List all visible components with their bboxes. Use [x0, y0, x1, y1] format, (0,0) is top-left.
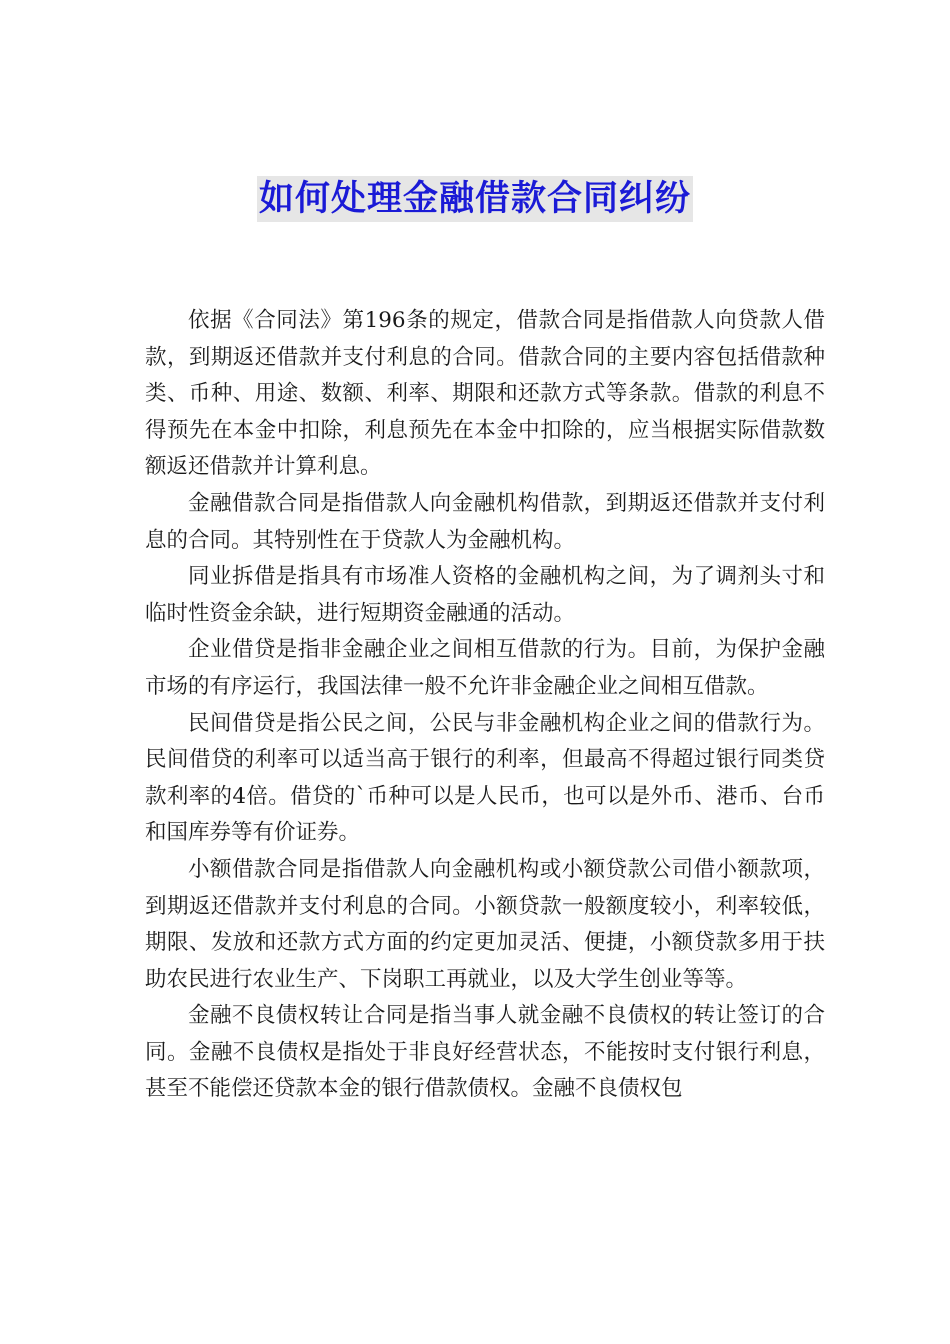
paragraph: 企业借贷是指非金融企业之间相互借款的行为。目前，为保护金融市场的有序运行，我国法律一般不允许非金融企业之间相互借款。: [145, 637, 825, 699]
paragraph: 同业拆借是指具有市场准人资格的金融机构之间，为了调剂头寸和临时性资金余缺，进行短期资金融通的活动。: [145, 564, 825, 626]
paragraph: 依据《合同法》第196条的规定，借款合同是指借款人向贷款人借款，到期返还借款并支付利息的合同。借款合同的主要内容包括借款种类、币种、用途、数额、利率、期限和还款方式等条款。借款的利息不得预先在本金中扣除，利息预先在本金中扣除的，应当根据实际借款数额返还借款并计算利息。: [145, 308, 825, 480]
paragraph: 民间借贷是指公民之间，公民与非金融机构企业之间的借款行为。民间借贷的利率可以适当高于银行的利率，但最高不得超过银行同类贷款利率的4倍。借贷的`币种可以是人民币，也可以是外币、港币、台币和国库券等有价证券。: [145, 710, 825, 846]
title-container: [0, 176, 950, 222]
paragraph: 金融不良债权转让合同是指当事人就金融不良债权的转让签订的合同。金融不良债权是指处于非良好经营状态，不能按时支付银行利息，甚至不能偿还贷款本金的银行借款债权。金融不良债权包: [145, 1003, 825, 1102]
paragraph: 金融借款合同是指借款人向金融机构借款，到期返还借款并支付利息的合同。其特别性在于贷款人为金融机构。: [145, 490, 825, 553]
document-body: [145, 303, 825, 1108]
document-title: 如何处理金融借款合同纠纷: [257, 176, 693, 222]
paragraph: 小额借款合同是指借款人向金融机构或小额贷款公司借小额款项，到期返还借款并支付利息的合同。小额贷款一般额度较小，利率较低，期限、发放和还款方式方面的约定更加灵活、便捷，小额贷款多用于扶助农民进行农业生产、下岗职工再就业，以及大学生创业等等。: [145, 856, 825, 992]
